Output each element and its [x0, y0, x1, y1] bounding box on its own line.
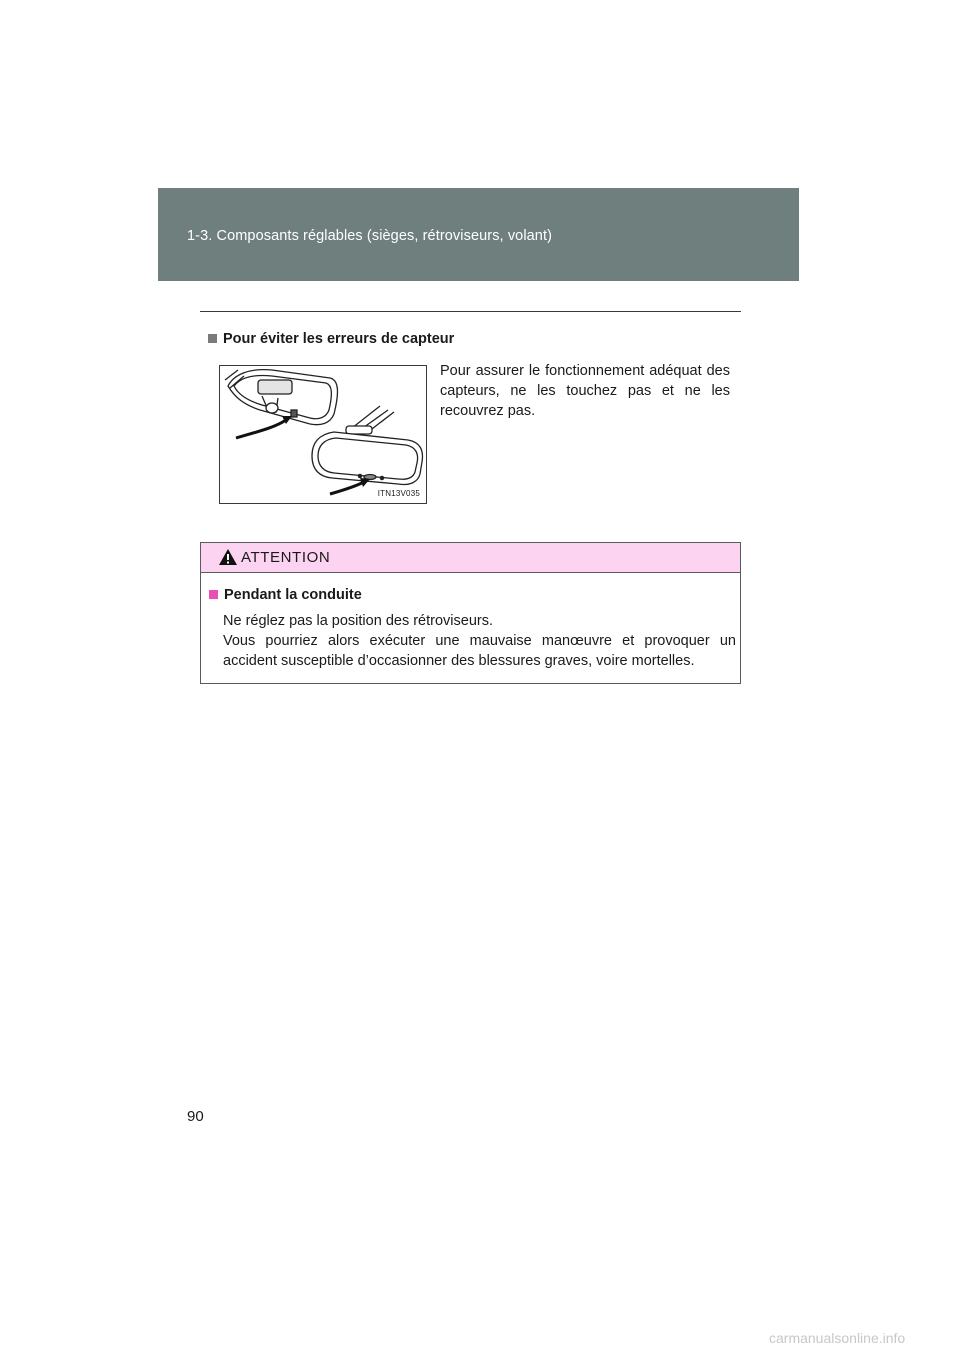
page-number: 90 [187, 1108, 204, 1125]
attention-title: ATTENTION [241, 549, 331, 566]
attention-subheading-text: Pendant la conduite [224, 587, 362, 603]
figure-code: ITN13V035 [377, 489, 420, 498]
section-heading [208, 331, 454, 347]
attention-header [201, 543, 740, 573]
square-bullet-icon [209, 590, 218, 599]
warning-triangle-icon [218, 548, 238, 566]
attention-line-2: Vous pourriez alors exécuter une mauvaise manœuvre et provoquer un accident susceptible d’occasionner des blessures graves, voire mortelles. [223, 633, 736, 669]
chapter-title: 1-3. Composants réglables (sièges, rétroviseurs, volant) [187, 228, 553, 244]
attention-line-1: Ne réglez pas la position des rétroviseurs. [223, 613, 493, 629]
section-divider [200, 311, 741, 312]
section-heading-text: Pour éviter les erreurs de capteur [223, 331, 455, 347]
watermark: carmanualsonline.info [769, 1330, 906, 1346]
square-bullet-icon [208, 334, 217, 343]
chapter-header [158, 188, 799, 281]
attention-box [200, 542, 741, 684]
sensor-instructions: Pour assurer le fonctionnement adéquat des capteurs, ne les touchez pas et ne les recouvrez pas. [440, 363, 730, 419]
mirror-sensor-illustration [219, 365, 427, 504]
attention-subheading [209, 587, 362, 603]
rearview-mirror-drawing [220, 366, 426, 503]
